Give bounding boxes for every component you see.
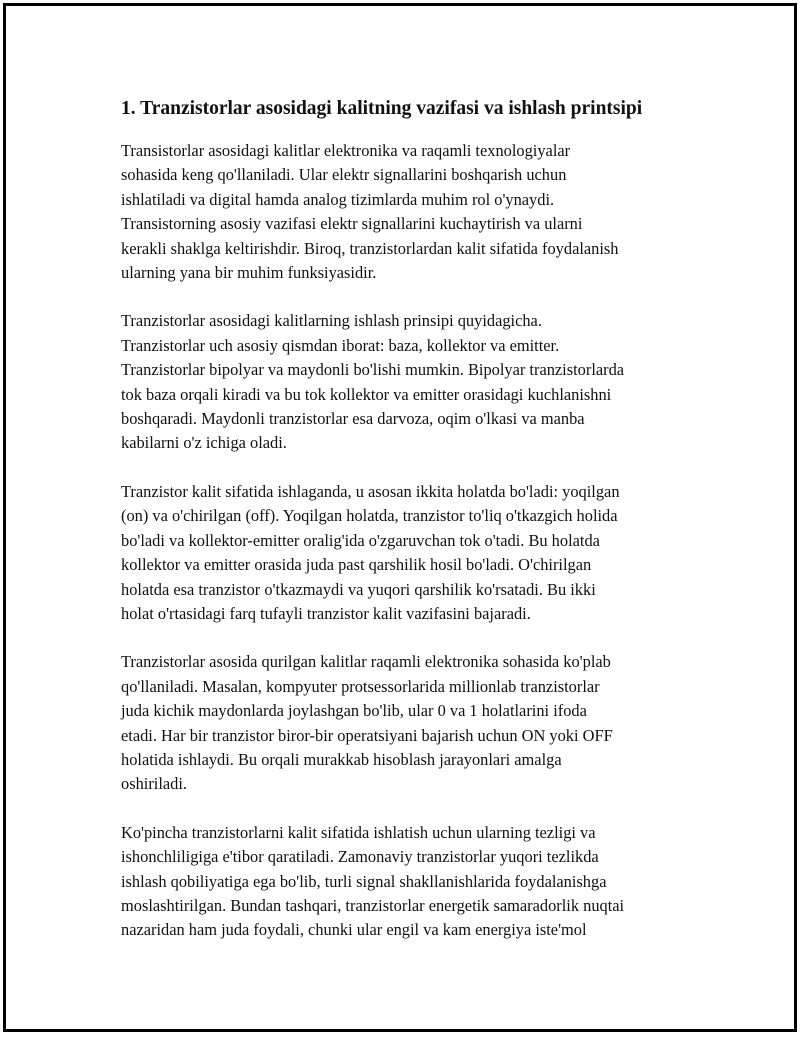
text-line: tok baza orqali kiradi va bu tok kollektor va emitter orasidagi kuchlanishni [121,384,612,404]
section-title: 1. Tranzistorlar asosidagi kalitning vazifasi va ishlash printsipi [121,98,643,119]
text-line: moslashtirilgan. Bundan tashqari, tranzistorlar energetik samaradorlik nuqtai [121,895,625,915]
text-line: Tranzistor kalit sifatida ishlaganda, u asosan ikkita holatda bo'ladi: yoqilgan [121,481,620,501]
text-line: (on) va o'chirilgan (off). Yoqilgan holatda, tranzistor to'liq o'tkazgich holida [121,506,618,526]
text-line: qo'llaniladi. Masalan, kompyuter protsessorlarida millionlab tranzistorlar [121,676,600,696]
text-line: bo'ladi va kollektor-emitter oralig'ida o'zgaruvchan tok o'tadi. Bu holatda [121,530,600,550]
text-line: Tranzistorlar bipolyar va maydonli bo'lishi mumkin. Bipolyar tranzistorlarda [121,360,625,380]
text-line: oshiriladi. [121,774,188,794]
text-line: kerakli shaklga keltirishdir. Biroq, tranzistorlardan kalit sifatida foydalanish [121,238,619,258]
text-line: nazaridan ham juda foydali, chunki ular engil va kam energiya iste'mol [121,920,587,940]
text-line: Transistorning asosiy vazifasi elektr signallarini kuchaytirish va ularni [121,214,583,234]
text-line: sohasida keng qo'llaniladi. Ular elektr signallarini boshqarish uchun [121,165,567,185]
paragraph-5 [121,821,701,943]
text-line: etadi. Har bir tranzistor biror-bir operatsiyani bajarish uchun ON yoki OFF [121,725,613,745]
document-page [3,3,797,1032]
text-line: holatida ishlaydi. Bu orqali murakkab hisoblash jarayonlari amalga [121,749,562,769]
document-body [121,94,701,967]
paragraph-1 [121,139,701,285]
text-line: kabilarni o'z ichiga oladi. [121,433,287,453]
text-line: holatda esa tranzistor o'tkazmaydi va yuqori qarshilik ko'rsatadi. Bu ikki [121,579,596,599]
text-line: ishlash qobiliyatiga ega bo'lib, turli signal shakllanishlarida foydalanishga [121,871,607,891]
text-line: Tranzistorlar uch asosiy qismdan iborat: baza, kollektor va emitter. [121,335,560,355]
text-line: kollektor va emitter orasida juda past qarshilik hosil bo'ladi. O'chirilgan [121,555,592,575]
text-line: boshqaradi. Maydonli tranzistorlar esa darvoza, oqim o'lkasi va manba [121,409,585,429]
text-line: Ko'pincha tranzistorlarni kalit sifatida ishlatish uchun ularning tezligi va [121,822,596,842]
text-line: Tranzistorlar asosidagi kalitlarning ishlash prinsipi quyidagicha. [121,311,542,331]
paragraph-4 [121,650,701,796]
text-line: Transistorlar asosidagi kalitlar elektronika va raqamli texnologiyalar [121,141,571,160]
text-line: ularning yana bir muhim funksiyasidir. [121,263,377,283]
text-line: ishonchliligiga e'tibor qaratiladi. Zamonaviy tranzistorlar yuqori tezlikda [121,847,599,867]
text-line: Tranzistorlar asosida qurilgan kalitlar raqamli elektronika sohasida ko'plab [121,652,611,672]
text-line: ishlatiladi va digital hamda analog tizimlarda muhim rol o'ynaydi. [121,189,555,209]
text-line: holat o'rtasidagi farq tufayli tranzistor kalit vazifasini bajaradi. [121,603,531,623]
paragraph-2 [121,309,701,455]
text-line: juda kichik maydonlarda joylashgan bo'lib, ular 0 va 1 holatlarini ifoda [121,701,587,721]
paragraph-3 [121,480,701,626]
